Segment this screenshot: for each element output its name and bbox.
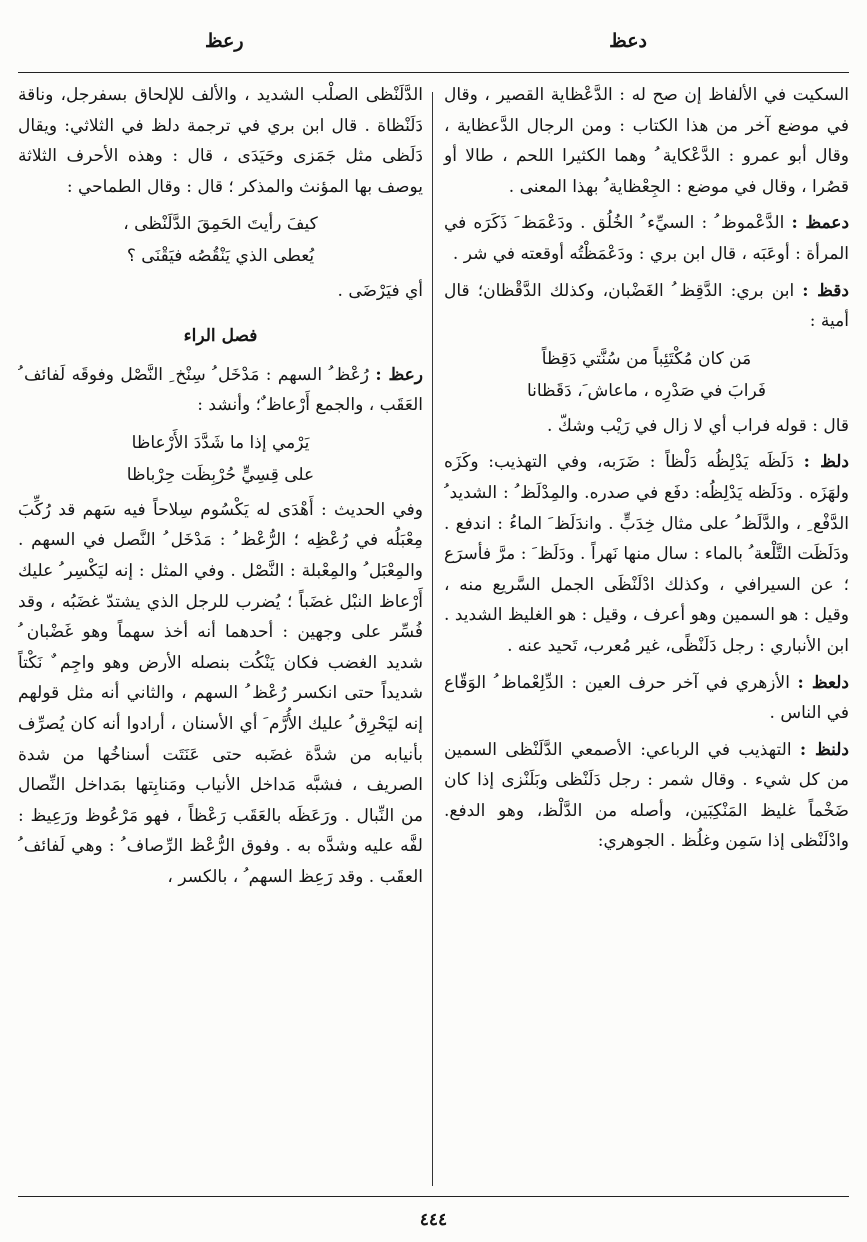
entry-headword: دلعظ : [797,672,849,693]
verse-block [18,427,423,491]
verse-block [444,343,849,407]
footer-rule [18,1196,849,1197]
verse-line: كيفَ رأيتَ الحَمِقَ الدَّلَنْظى ، [123,214,318,235]
verse-line: على قِسِيٍّ حُرْبِظَت حِرْباظا [126,464,315,485]
entry-text: دَلَظَه يَدْلِظُه دَلْظاً : ضَرَبه، وفي التهذيب: وكَزَه ولهَزَه . ودَلَظه يَدْلِظُه: دفَع في صدره. والمِدْلَظ ُ : الشديد ُ الدَّفْع ِ ، والدَّلَظ ُ على مثال خِدَبٍّ . واندَلَظ َ الماءُ : اندفع . ودَلَظَت التَّلْعة ُ بالماء : سال منها نَهراً . ودَلَظ َ : مرَّ فأسرَع ؛ عن السيرافي ، وكذلك ادْلَنْظَى الجمل السَّريع منه ، وقيل : هو السمين وهو أعرف ، وقيل : هو الغليظ الشديد . ابن الأنباري : رجل دَلَنْظًى، غير مُعرب، تَحيد عنه . [444,452,849,656]
entry-text: الدَّلَنْظى الصلْب الشديد ، والألف للإلحاق بسفرجل، وناقة دَلَنْظاة . قال ابن بري في ترجمة دلظ في الثلاثي: ويقال دَلَظى مثل جَمَزى وحَيَدَى ، قال : وهذه الأحرف الثلاثة يوصف بها المؤنث والمذكر ؛ قال : وقال الطماحي : [18,85,423,197]
entry-headword: دعمظ : [791,213,850,234]
entry-text: الأزهري في آخر حرف العين : الدِّلِعْماظ ُ الوَقّاع في الناس . [444,672,849,724]
entry-text: رُعْظ ُ السهم : مَدْخَل ُ سِنْخ ِ النَّصْل وفوقَه لَفائف ُ العَقَب ، والجمع أَرْعاظ ٌ؛ وأنشد : [18,364,423,416]
dictionary-entry [444,276,849,337]
header-rule [18,72,849,73]
dictionary-entry [18,276,423,307]
dictionary-entry [444,668,849,729]
entry-text: الدَّعْموظ ُ : السيِّء ُ الخُلُق . ودَعْمَظ َ ذَكَرَه في المرأة : أوعَبَه ، قال ابن بري : ودَعْمَظْتُه أوقعته في شر . [444,213,849,264]
section-heading: فصل الراء [183,325,258,346]
entry-text: السكيت في الألفاظ إن صح له : الدَّعْظاية القصير ، وقال في موضع آخر من هذا الكتاب : ومن الرجال الدَّعظاية ، وقال أبو عمرو : الدَّعْكاية ُ وهما الكثيرا اللحم ، طالا أو قصُرا ، وقال في موضع : الجِعْظاية ُ بهذا المعنى . [444,85,849,197]
verse-block [18,208,423,272]
column-divider [432,92,433,1186]
entry-text: ابن بري: الدَّقِظ ُ الغَضْبان، وكذلك الدَّقْظان؛ قال أمية : [444,280,849,332]
entry-headword: دقظ : [802,280,849,301]
running-header-right: دعظ [609,30,647,52]
verse-line: فَرابَ في صَدْرِه ، ماعاش َ، دَقَظانا [526,380,767,401]
entry-headword: دلنظ : [799,739,849,760]
entry-text: أي فيَرْضَى . [337,281,423,302]
right-column [444,80,849,863]
entry-text: وفي الحديث : أَهْدَى له يَكْسُوم سِلاحاً فيه سَهم قد رُكِّبَ مِعْبَلُه في رُعْظِه ؛ الرُّعْظ ُ : مَدْخَل ُ النَّصل في السهم . والمِعْبَل ُ والمِعْبلة : النَّصْل . وفي المثل : إنه ليَكْسِر ُ عليك أَرْعاظ النبْل غضَباً ؛ يُضرب للرجل الذي يشتدّ غضَبُه ، وقد فُسِّر على وجهين : أحدهما أنه أخذ سهماً وهو غَضْبان ُ شديد الغضب فكان يَنْكُت بنصله الأرض وهو واجِم ٌ نَكْتاً شديداً حتى انكسر رُعْظ ُ السهم ، والثاني أنه مثل قولهم إنه ليَحْرِق ُ عليك الأُرَّم َ أي الأسنان ، أرادوا أنه كان يُصرِّف بأنيابه من شدَّة غضَبه حتى عَنَتَت أسناخُها من شدة الصريف ، فشبَّه مَداخل الأنياب ومَنابِتها بمَداخل النِّصال من النِّبال . ورَعَظَه بالعَقَب رَعْظاً ، فهو مَرْعُوظ ورَعِيظ : لفَّه عليه وشدَّه به . وفوق الرُّعْظ الرِّصاف ُ : وهي لَفائف ُ العقَب . وقد رَعِظ السهم ُ ، بالكسر ، [18,499,423,887]
verse-line: يَرْمي إذا ما شَدَّدَ الأَرْعاظا [131,432,310,453]
entry-text: قال : قوله فراب أي لا زال في رَيْب وشكّ . [547,415,849,436]
dictionary-entry [18,80,423,202]
entry-headword: دلظ : [803,452,849,473]
dictionary-entry [444,208,849,269]
dictionary-entry [444,735,849,857]
dictionary-entry [444,80,849,202]
dictionary-entry [18,360,423,421]
left-column [18,80,423,898]
dictionary-entry [444,447,849,661]
dictionary-entry [18,495,423,893]
running-header-left: رعظ [205,30,244,52]
verse-line: يُعطى الذي يَنْقُصُه فيَقْنَى ؟ [126,246,315,267]
page-number: ٤٤٤ [419,1210,448,1230]
entry-text: التهذيب في الرباعي: الأصمعي الدَّلَنْظى السمين من كل شيء . وقال شمر : رجل دَلَنْظى وبَلَنْزى إذا كان ضَخْماً غليظ المَنْكِبَين، وأصله من الدَّلْظ، وهو الدفع. وادْلَنْظى إذا سَمِن وغلُظ . الجوهري: [444,739,849,852]
verse-line: مَن كان مُكْتَئِباً من سُنَّتي دَقِظاً [541,348,752,369]
dictionary-entry [444,411,849,442]
entry-headword: رعظ : [375,364,424,385]
